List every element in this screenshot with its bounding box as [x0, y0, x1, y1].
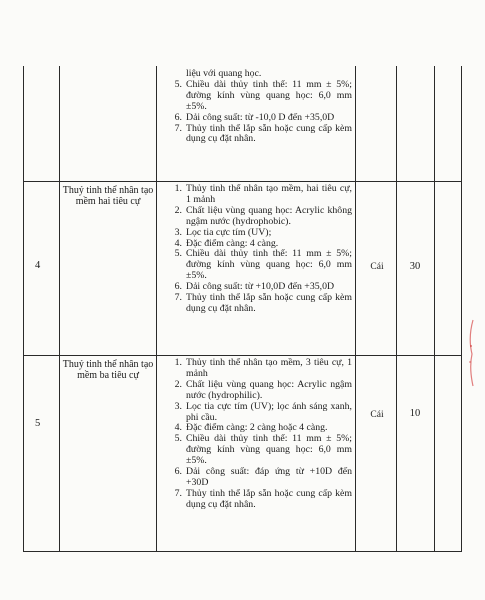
list-item — [160, 228, 352, 239]
row-number: 4 — [35, 260, 41, 271]
item-text: Thủy tinh thể nhân tạo mềm, 3 tiêu cự, 1 mảnh — [186, 357, 352, 379]
spec-list — [160, 184, 352, 315]
item-number: 1. — [174, 357, 182, 368]
item-number: 5. — [174, 433, 182, 445]
item-text: Lọc tia cực tím (UV); — [186, 226, 272, 238]
item-number: 5. — [174, 78, 182, 90]
list-item — [160, 434, 352, 467]
list-item — [160, 489, 352, 511]
item-text: Thủy tinh thể nhân tạo mềm, hai tiêu cự, 1 mảnh — [186, 183, 352, 205]
quantity-cell: 10 — [409, 408, 421, 419]
row-rule — [23, 551, 462, 552]
unit-cell: Cái — [370, 262, 384, 272]
item-text: Chiều dài thủy tinh thể: 11 mm ± 5%; đường kính vùng quang học: 6,0 mm ±5%. — [186, 248, 352, 282]
item-text: Chất liệu vùng quang học: Acrylic không ngậm nước (hydrophobic). — [186, 204, 352, 227]
list-item — [160, 206, 352, 228]
column-rule — [355, 66, 356, 552]
item-number: 7. — [174, 292, 182, 304]
list-item — [160, 293, 352, 315]
item-number: 6. — [174, 111, 182, 123]
spec-list — [160, 358, 352, 511]
row-rule — [23, 181, 462, 182]
list-item — [160, 402, 352, 424]
item-number: 4. — [174, 422, 182, 434]
item-text: Đặc điểm càng: 2 càng hoặc 4 càng. — [186, 422, 328, 434]
item-text: Đặc điểm càng: 4 càng. — [186, 237, 279, 249]
item-text: Thủy tinh thể lắp sẵn hoặc cung cấp kèm dụng cụ đặt nhân. — [186, 487, 352, 510]
item-number: 6. — [174, 466, 182, 478]
row-number: 5 — [35, 418, 41, 429]
item-number: 2. — [174, 204, 182, 216]
list-item — [160, 124, 352, 146]
product-name: Thuỷ tinh thể nhân tạo mềm hai tiêu cự — [62, 185, 154, 208]
list-item — [160, 380, 352, 402]
item-text: Lọc tia cực tím (UV); lọc ánh sáng xanh, phi cầu. — [186, 400, 352, 423]
spec-list — [160, 69, 352, 145]
item-text: liệu với quang học. — [186, 68, 262, 79]
item-number: 4. — [174, 237, 182, 249]
unit-cell: Cái — [370, 410, 384, 420]
list-item — [160, 80, 352, 113]
item-number: 1. — [174, 183, 182, 194]
column-rule — [23, 66, 24, 552]
column-rule — [461, 66, 462, 552]
list-item — [160, 467, 352, 489]
item-text: Dải công suất: từ +10,0D đến +35,0D — [186, 281, 335, 293]
item-number: 7. — [174, 122, 182, 134]
item-text: Chiều dài thủy tinh thể: 11 mm ± 5%; đường kính vùng quang học: 6,0 mm ±5%. — [186, 433, 352, 467]
column-rule — [396, 66, 397, 552]
column-rule — [156, 66, 157, 552]
list-item — [160, 249, 352, 282]
item-text: Chiều dài thủy tinh thể: 11 mm ± 5%; đường kính vùng quang học: 6,0 mm ±5%. — [186, 78, 352, 112]
column-rule — [59, 66, 60, 552]
item-number: 6. — [174, 281, 182, 293]
list-item — [160, 358, 352, 380]
item-text: Thủy tinh thể lắp sẵn hoặc cung cấp kèm dụng cụ đặt nhân. — [186, 292, 352, 314]
item-number: 5. — [174, 248, 182, 260]
item-text: Chất liệu vùng quang học: Acrylic ngậm nước (hydrophilic). — [186, 378, 352, 401]
item-number: 7. — [174, 487, 182, 499]
item-text: Dải công suất: từ -10,0 D đến +35,0D — [186, 111, 335, 123]
item-number: 2. — [174, 378, 182, 390]
item-number: 3. — [174, 226, 182, 238]
stamp-mark — [466, 318, 474, 388]
item-text: Dải công suất: đáp ứng từ +10D đến +30D — [186, 466, 352, 488]
list-item — [160, 113, 352, 124]
item-number: 3. — [174, 400, 182, 412]
column-rule — [434, 66, 435, 552]
list-item — [160, 184, 352, 206]
quantity-cell: 30 — [409, 261, 421, 272]
row-rule — [23, 355, 462, 356]
item-text: Thủy tinh thể lắp sẵn hoặc cung cấp kèm dụng cụ đặt nhân. — [186, 122, 352, 145]
product-name: Thuỷ tinh thể nhân tạo mềm ba tiêu cự — [62, 359, 154, 382]
